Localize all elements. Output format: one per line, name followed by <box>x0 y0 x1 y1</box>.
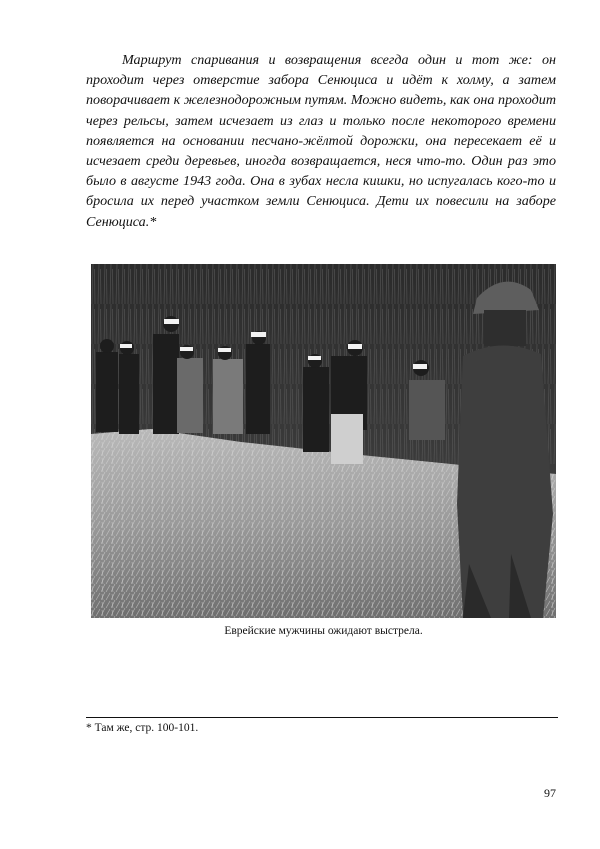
footnote: * Там же, стр. 100-101. <box>86 722 199 734</box>
page-number: 97 <box>544 786 556 800</box>
body-paragraph: Маршрут спаривания и возвращения всегда один и тот же: он проходит через отверстие забора Сенюциса и идёт к холму, а затем поворачивает к железнодорожным путям. Можно видеть, как она проходит через рельсы, затем исчезает из глаз и только после некоторого времени появляется на основании песчано-жёлтой дорожки, она пересекает её и исчезает среди деревьев, иногда возвращается, неся что-то. Один раз это было в августе 1943 года. Она в зубах несла кишки, но испугалась кого-то и бросила их перед участком земли Сенюциса. Дети их повесили на заборе Сенюциса.* <box>86 52 556 230</box>
photo-caption: Еврейские мужчины ожидают выстрела. <box>224 625 423 637</box>
photograph-men-awaiting-execution <box>91 264 556 618</box>
photograph-image <box>91 264 556 618</box>
footnote-divider <box>86 717 558 718</box>
